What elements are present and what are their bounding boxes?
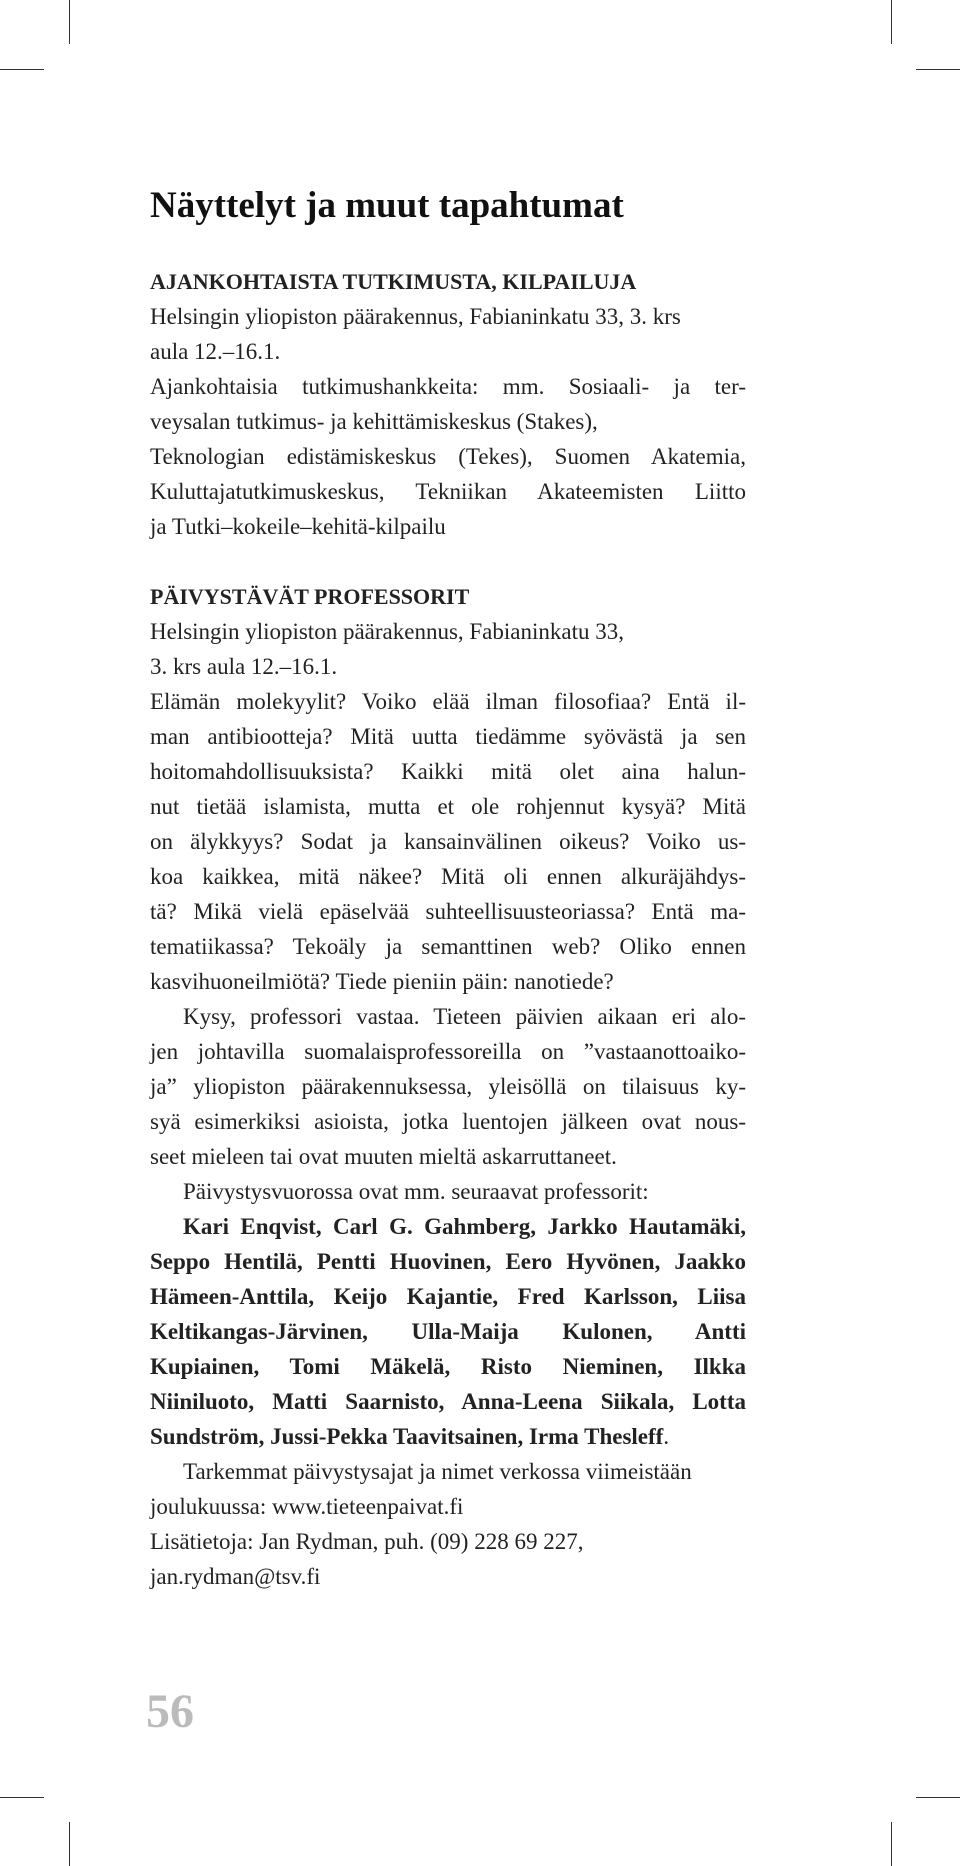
text-line: Kuluttajatutkimuskeskus, Tekniikan Akateemisten Liitto [150, 479, 746, 504]
section-duty-professors [150, 579, 746, 1594]
text-line: man antibiootteja? Mitä uutta tiedämme syövästä ja sen [150, 724, 746, 749]
section-heading: PÄIVYSTÄVÄT PROFESSORIT [150, 584, 470, 609]
page-title: Näyttelyt ja muut tapahtumat [150, 185, 624, 226]
text-line: aula 12.–16.1. [150, 339, 281, 364]
text-line: Tarkemmat päivystysajat ja nimet verkossa viimeistään [183, 1459, 692, 1484]
text-line: Päivystysvuorossa ovat mm. seuraavat professorit: [183, 1179, 649, 1204]
section-heading: AJANKOHTAISTA TUTKIMUSTA, KILPAILUJA [150, 269, 637, 294]
page-content [150, 182, 746, 1594]
text-line: veysalan tutkimus- ja kehittämiskeskus (Stakes), [150, 409, 598, 434]
text-line: nut tietää islamista, mutta et ole rohjennut kysyä? Mitä [150, 794, 746, 819]
text-line: Lisätietoja: Jan Rydman, puh. (09) 228 69 227, [150, 1529, 584, 1554]
professor-names [150, 1209, 746, 1454]
crop-mark-bottom-left-horizontal [0, 1797, 44, 1798]
crop-mark-top-right-vertical [891, 0, 892, 44]
names-line-last [150, 1419, 746, 1454]
crop-mark-bottom-right-horizontal [916, 1797, 960, 1798]
names-end-punctuation: . [663, 1424, 670, 1449]
text-line: ja” yliopiston päärakennuksessa, yleisöllä on tilaisuus ky- [150, 1074, 746, 1099]
crop-mark-bottom-left-vertical [69, 1822, 70, 1866]
page-number: 56 [146, 1685, 194, 1738]
crop-mark-bottom-right-vertical [891, 1822, 892, 1866]
text-line: joulukuussa: www.tieteenpaivat.fi [150, 1494, 464, 1519]
text-line: Ajankohtaisia tutkimushankkeita: mm. Sosiaali- ja ter- [150, 374, 746, 399]
names-line: Kupiainen, Tomi Mäkelä, Risto Nieminen, Ilkka [150, 1354, 746, 1379]
text-line: on älykkyys? Sodat ja kansainvälinen oikeus? Voiko us- [150, 829, 746, 854]
names-line-text: Sundström, Jussi-Pekka Taavitsainen, Irma Thesleff [150, 1424, 664, 1449]
names-line: Seppo Hentilä, Pentti Huovinen, Eero Hyvönen, Jaakko [150, 1249, 746, 1274]
text-line: 3. krs aula 12.–16.1. [150, 654, 338, 679]
text-line: Elämän molekyylit? Voiko elää ilman filosofiaa? Entä il- [150, 689, 746, 714]
crop-mark-top-right-horizontal [916, 69, 960, 70]
text-line: Helsingin yliopiston päärakennus, Fabianinkatu 33, [150, 619, 624, 644]
crop-mark-top-left-vertical [69, 0, 70, 44]
names-line: Keltikangas-Järvinen, Ulla-Maija Kulonen, Antti [150, 1319, 746, 1344]
text-line: jen johtavilla suomalaisprofessoreilla on ”vastaanottoaiko- [150, 1039, 746, 1064]
text-line: kasvihuoneilmiötä? Tiede pieniin päin: nanotiede? [150, 969, 614, 994]
names-line: Hämeen-Anttila, Keijo Kajantie, Fred Karlsson, Liisa [150, 1284, 746, 1309]
text-line: tematiikassa? Tekoäly ja semanttinen web? Oliko ennen [150, 934, 746, 959]
text-line: ja Tutki–kokeile–kehitä-kilpailu [150, 514, 446, 539]
text-line: Teknologian edistämiskeskus (Tekes), Suomen Akatemia, [150, 444, 746, 469]
text-line: Helsingin yliopiston päärakennus, Fabianinkatu 33, 3. krs [150, 304, 681, 329]
text-line: tä? Mikä vielä epäselvää suhteellisuusteoriassa? Entä ma- [150, 899, 746, 924]
text-line: hoitomahdollisuuksista? Kaikki mitä olet aina halun- [150, 759, 746, 784]
text-line: syä esimerkiksi asioista, jotka luentojen jälkeen ovat nous- [150, 1109, 746, 1134]
text-line: jan.rydman@tsv.fi [150, 1564, 321, 1589]
text-line: Kysy, professori vastaa. Tieteen päivien aikaan eri alo- [183, 1004, 746, 1029]
text-line: seet mieleen tai ovat muuten mieltä askarruttaneet. [150, 1144, 617, 1169]
text-line: koa kaikkea, mitä näkee? Mitä oli ennen alkuräjähdys- [150, 864, 746, 889]
section-current-research [150, 264, 746, 544]
names-line: Niiniluoto, Matti Saarnisto, Anna-Leena Siikala, Lotta [150, 1389, 746, 1414]
crop-mark-top-left-horizontal [0, 69, 44, 70]
names-line: Kari Enqvist, Carl G. Gahmberg, Jarkko Hautamäki, [183, 1214, 746, 1239]
section-spacer [150, 544, 746, 579]
